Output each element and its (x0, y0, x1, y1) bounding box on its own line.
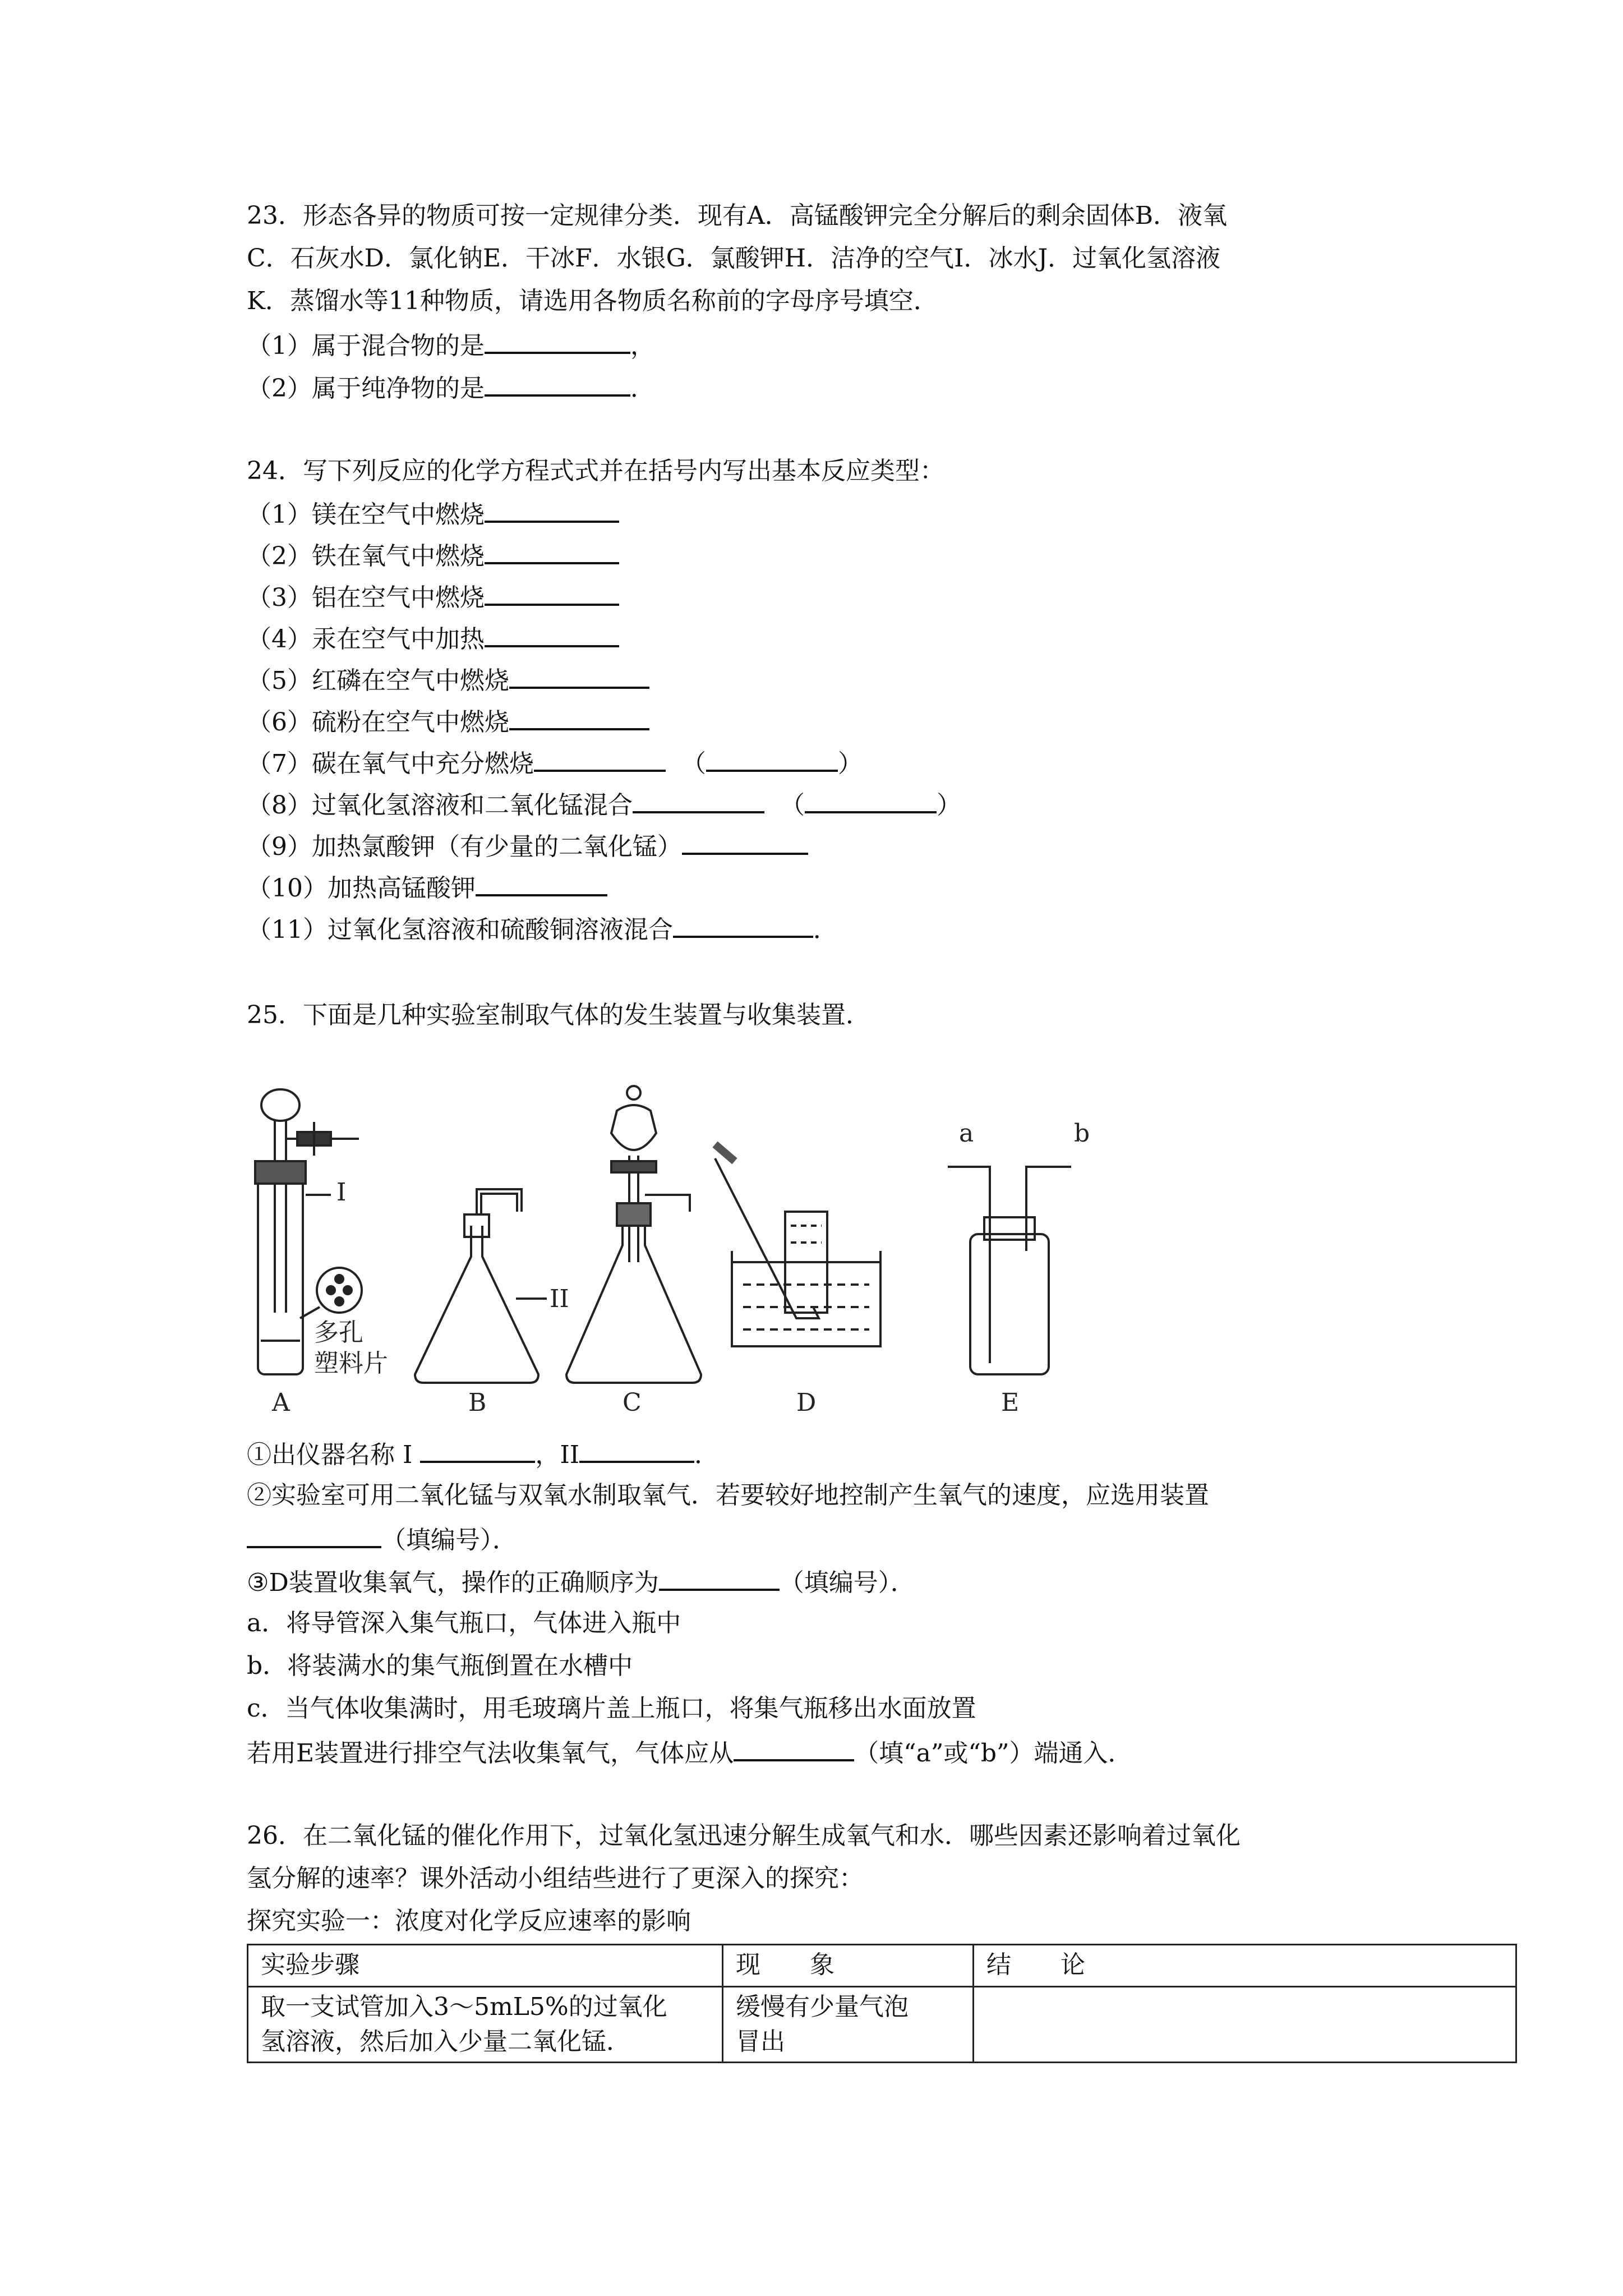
answer-blank[interactable] (485, 537, 619, 564)
table-cell-conclusion[interactable] (974, 1987, 1516, 2063)
q24-item-label: （10）加热高锰酸钾 (247, 874, 476, 903)
answer-blank[interactable] (633, 786, 764, 813)
q24-item-5 (247, 662, 649, 698)
q24-item-label: （11）过氧化氢溶液和硫酸铜溶液混合 (247, 915, 673, 944)
phenomenon-line-1: 缓慢有少量气泡 (736, 1993, 909, 2021)
answer-blank[interactable] (485, 496, 619, 523)
q23-line2: C．石灰水D．氯化钠E．干冰F．水银G．氯酸钾H．洁净的空气I．冰水J．过氧化氢溶液 (247, 244, 1221, 273)
q25-q4-b: （填“a”或“b”）端通入． (854, 1739, 1133, 1768)
step-line-2: 氢溶液，然后加入少量二氧化锰． (261, 2027, 631, 2056)
q26-line1: 26．在二氧化锰的催化作用下，过氧化氢迅速分解生成氧气和水．哪些因素还影响着过氧化 (247, 1821, 1241, 1850)
q25-q2-end: （填编号）． (381, 1526, 517, 1554)
q24-item-7 (247, 745, 863, 781)
phenomenon-line-2: 冒出 (736, 2027, 785, 2056)
paren-open: （ (681, 749, 706, 778)
q25-q3-b: （填编号）． (779, 1568, 915, 1597)
q25-q4 (247, 1734, 1133, 1770)
reaction-type-blank[interactable] (805, 786, 937, 813)
answer-blank[interactable] (673, 911, 813, 938)
q24-item-1 (247, 496, 619, 532)
answer-blank[interactable] (659, 1564, 780, 1591)
table-row (248, 1987, 1516, 2063)
answer-blank[interactable] (485, 327, 630, 354)
label-C: C (623, 1388, 642, 1417)
answer-blank[interactable] (509, 662, 649, 689)
q26-line3: 探究实验一：浓度对化学反应速率的影响 (247, 1907, 691, 1935)
apparatus-b (415, 1189, 569, 1417)
q25-q1-a: ①出仪器名称 I (247, 1441, 413, 1469)
q26-line2: 氢分解的速率？课外活动小组结些进行了更深入的探究： (247, 1864, 864, 1893)
q25-q4-a: 若用E装置进行排空气法收集氧气，气体应从 (247, 1739, 734, 1768)
answer-blank[interactable] (734, 1734, 854, 1761)
q23-sub1-text: （1）属于混合物的是 (247, 332, 485, 360)
q23-line1: 23．形态各异的物质可按一定规律分类．现有A．高锰酸钾完全分解后的剩余固体B．液氧 (247, 201, 1228, 230)
paren-open: （ (780, 791, 805, 820)
q25-q3-a: ③D装置收集氧气，操作的正确顺序为 (247, 1568, 659, 1597)
q25-option-b: b．将装满水的集气瓶倒置在水槽中 (247, 1651, 633, 1680)
answer-blank[interactable] (476, 869, 607, 896)
label-B: B (468, 1388, 487, 1417)
table-header-cell: 结 论 (974, 1945, 1516, 1987)
label-E: E (1001, 1388, 1020, 1417)
label-II: II (550, 1285, 569, 1313)
paren-close: ） (837, 749, 863, 778)
q25-title: 25．下面是几种实验室制取气体的发生装置与收集装置． (247, 1001, 870, 1029)
q24-item-label: （6）硫粉在空气中燃烧 (247, 708, 509, 737)
answer-blank[interactable] (485, 620, 619, 647)
answer-blank[interactable] (682, 828, 808, 855)
tube-a-label: a (959, 1119, 974, 1148)
answer-blank[interactable] (485, 370, 630, 397)
q24-item-label: （1）镁在空气中燃烧 (247, 500, 485, 529)
q25-option-c: c．当气体收集满时，用毛玻璃片盖上瓶口，将集气瓶移出水面放置 (247, 1694, 976, 1723)
q25-q2-line2 (247, 1521, 517, 1557)
table-header-cell: 现 象 (723, 1945, 974, 1987)
q23-sub2-text: （2）属于纯净物的是 (247, 374, 485, 403)
tube-b-label: b (1074, 1119, 1090, 1148)
answer-blank[interactable] (485, 579, 619, 606)
apparatus-d (715, 1144, 880, 1417)
q25-option-a: a．将导管深入集气瓶口，气体进入瓶中 (247, 1609, 681, 1637)
table-cell-phenomenon (723, 1987, 974, 2063)
q24-item-label: （3）铝在空气中燃烧 (247, 583, 485, 612)
q23-sub1-end: ， (630, 332, 655, 360)
q24-item-4 (247, 620, 619, 656)
q24-item-label: （7）碳在氧气中充分燃烧 (247, 749, 534, 778)
q24-end-mark: ． (813, 915, 838, 944)
apparatus-e (948, 1119, 1090, 1417)
q25-q1-c: ． (694, 1441, 720, 1469)
answer-blank[interactable] (509, 703, 649, 730)
table-header-cell: 实验步骤 (248, 1945, 723, 1987)
q23-sub2 (247, 370, 655, 406)
q24-title: 24．写下列反应的化学方程式式并在括号内写出基本反应类型： (247, 457, 944, 485)
q24-item-11 (247, 911, 838, 947)
q23-sub1 (247, 327, 655, 363)
porous-label-2: 塑料片 (314, 1349, 388, 1378)
q24-item-label: （9）加热氯酸钾（有少量的二氧化锰） (247, 832, 682, 861)
paren-close: ） (936, 791, 961, 820)
q24-item-label: （5）红磷在空气中燃烧 (247, 666, 509, 695)
q24-item-9 (247, 828, 808, 864)
answer-blank[interactable] (420, 1436, 535, 1463)
label-D: D (796, 1388, 817, 1417)
answer-blank[interactable] (579, 1436, 694, 1463)
reaction-type-blank[interactable] (706, 745, 838, 772)
q24-item-label: （8）过氧化氢溶液和二氧化锰混合 (247, 791, 633, 820)
q23-line3: K．蒸馏水等11种物质，请选用各物质名称前的字母序号填空． (247, 287, 938, 315)
answer-blank[interactable] (534, 745, 666, 772)
table-header-row (248, 1945, 1516, 1987)
apparatus-c (566, 1086, 701, 1417)
q24-item-label: （4）汞在空气中加热 (247, 625, 485, 654)
q25-q3 (247, 1564, 915, 1600)
label-I: I (336, 1178, 347, 1207)
q25-q2-line1: ②实验室可用二氧化锰与双氧水制取氧气．若要较好地控制产生氧气的速度，应选用装置 (247, 1481, 1209, 1510)
q25-q1 (247, 1436, 719, 1472)
q24-item-label: （2）铁在氧气中燃烧 (247, 542, 485, 570)
step-line-1: 取一支试管加入3～5mL5%的过氧化 (261, 1993, 667, 2021)
apparatus-a (255, 1089, 388, 1417)
q24-item-8 (247, 786, 961, 822)
q25-q1-b: ，II (535, 1441, 580, 1469)
answer-blank[interactable] (247, 1521, 381, 1548)
porous-label-1: 多孔 (314, 1318, 363, 1347)
label-A: A (272, 1388, 290, 1417)
q23-sub2-end: ． (630, 374, 655, 403)
lab-apparatus-figure (230, 1083, 1239, 1419)
q24-item-2 (247, 537, 619, 573)
experiment-table (247, 1944, 1517, 2063)
q24-item-3 (247, 579, 619, 615)
table-cell-step (248, 1987, 723, 2063)
q24-item-10 (247, 869, 607, 905)
q24-item-6 (247, 703, 649, 739)
